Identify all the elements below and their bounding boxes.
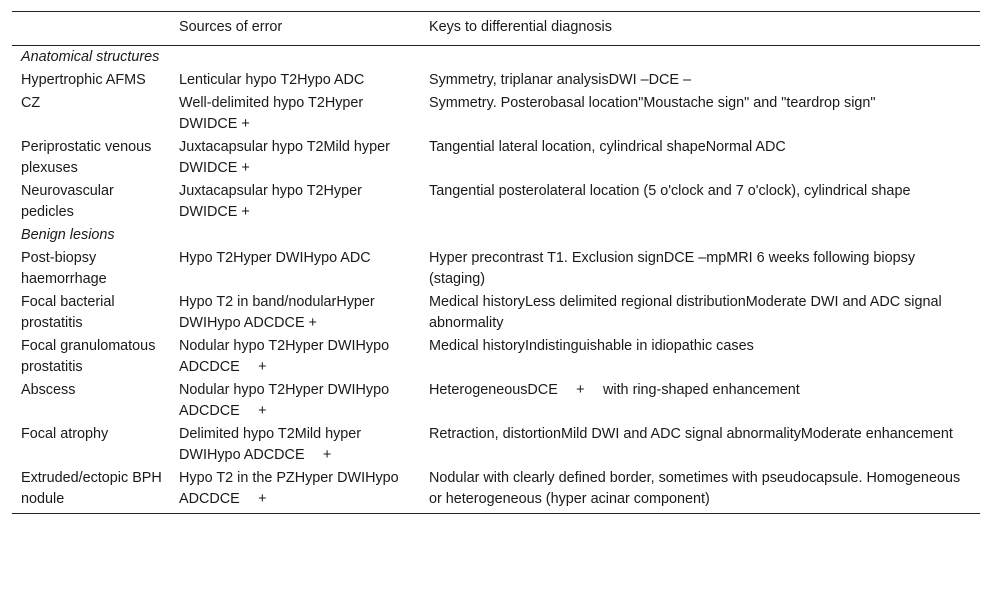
entity-cell: Focal granulomatous prostatitis <box>21 338 156 375</box>
entity-cell: Neurovascular pedicles <box>21 183 114 220</box>
header-entity <box>12 12 170 46</box>
error-source-cell: Well-delimited hypo T2Hyper DWIDCE + <box>179 95 364 132</box>
header-row <box>12 12 980 46</box>
entity-cell: Post-biopsy haemorrhage <box>21 250 107 287</box>
error-source-cell: Juxtacapsular hypo T2Hyper DWIDCE + <box>179 183 362 220</box>
section-title-anatomical: Anatomical structures <box>21 49 160 65</box>
section-row <box>12 224 980 247</box>
table-row <box>12 92 980 136</box>
diagnosis-key-cell: Hyper precontrast T1. Exclusion signDCE –mpMRI 6 weeks following biopsy (staging) <box>429 250 916 287</box>
entity-cell: Extruded/ectopic BPH nodule <box>12 467 170 514</box>
table-row <box>12 180 980 224</box>
section-row <box>12 46 980 70</box>
entity-cell: Periprostatic venous plexuses <box>21 139 152 176</box>
entity-cell: CZ <box>21 95 41 111</box>
diagnosis-key-cell: Tangential posterolateral location (5 o'clock and 7 o'clock), cylindrical shape <box>429 183 911 199</box>
table-body <box>12 46 980 514</box>
diagnosis-key-cell: HeterogeneousDCE + with ring-shaped enhancement <box>429 382 800 398</box>
error-source-cell: Lenticular hypo T2Hypo ADC <box>179 72 365 88</box>
diagnosis-key-cell: Retraction, distortionMild DWI and ADC signal abnormalityModerate enhancement <box>429 426 953 442</box>
entity-cell: Hypertrophic AFMS <box>21 72 146 88</box>
table-row <box>12 423 980 467</box>
header-sources-of-error: Sources of error <box>170 12 420 46</box>
diagnosis-key-cell: Medical historyIndistinguishable in idiopathic cases <box>429 338 754 354</box>
table-header <box>12 12 980 46</box>
error-source-cell: Hypo T2 in band/nodularHyper DWIHypo ADCDCE + <box>179 294 375 331</box>
error-source-cell: Nodular hypo T2Hyper DWIHypo ADCDCE + <box>179 382 390 419</box>
error-source-cell: Hypo T2Hyper DWIHypo ADC <box>179 250 371 266</box>
table-container <box>12 11 980 514</box>
table-row <box>12 379 980 423</box>
error-source-cell: Delimited hypo T2Mild hyper DWIHypo ADCDCE + <box>179 426 362 463</box>
table-row <box>12 467 980 514</box>
table-row <box>12 335 980 379</box>
entity-cell: Focal bacterial prostatitis <box>21 294 115 331</box>
header-keys-to-diagnosis: Keys to differential diagnosis <box>420 12 980 46</box>
section-title-benign: Benign lesions <box>21 227 115 243</box>
diagnosis-key-cell: Symmetry. Posterobasal location"Moustache sign" and "teardrop sign" <box>429 95 876 111</box>
differential-diagnosis-table <box>12 11 980 514</box>
error-source-cell: Hypo T2 in the PZHyper DWIHypo ADCDCE + <box>170 467 420 514</box>
table-row <box>12 291 980 335</box>
error-source-cell: Juxtacapsular hypo T2Mild hyper DWIDCE + <box>179 139 390 176</box>
diagnosis-key-cell: Tangential lateral location, cylindrical shapeNormal ADC <box>429 139 786 155</box>
diagnosis-key-cell: Symmetry, triplanar analysisDWI –DCE – <box>429 72 692 88</box>
table-row <box>12 136 980 180</box>
table-row <box>12 247 980 291</box>
diagnosis-key-cell: Medical historyLess delimited regional distributionModerate DWI and ADC signal abnormality <box>429 294 942 331</box>
table-row <box>12 69 980 92</box>
diagnosis-key-cell: Nodular with clearly defined border, sometimes with pseudocapsule. Homogeneous or heterogeneous (hyper acinar component) <box>420 467 980 514</box>
error-source-cell: Nodular hypo T2Hyper DWIHypo ADCDCE + <box>179 338 390 375</box>
entity-cell: Focal atrophy <box>21 426 109 442</box>
entity-cell: Abscess <box>21 382 76 398</box>
